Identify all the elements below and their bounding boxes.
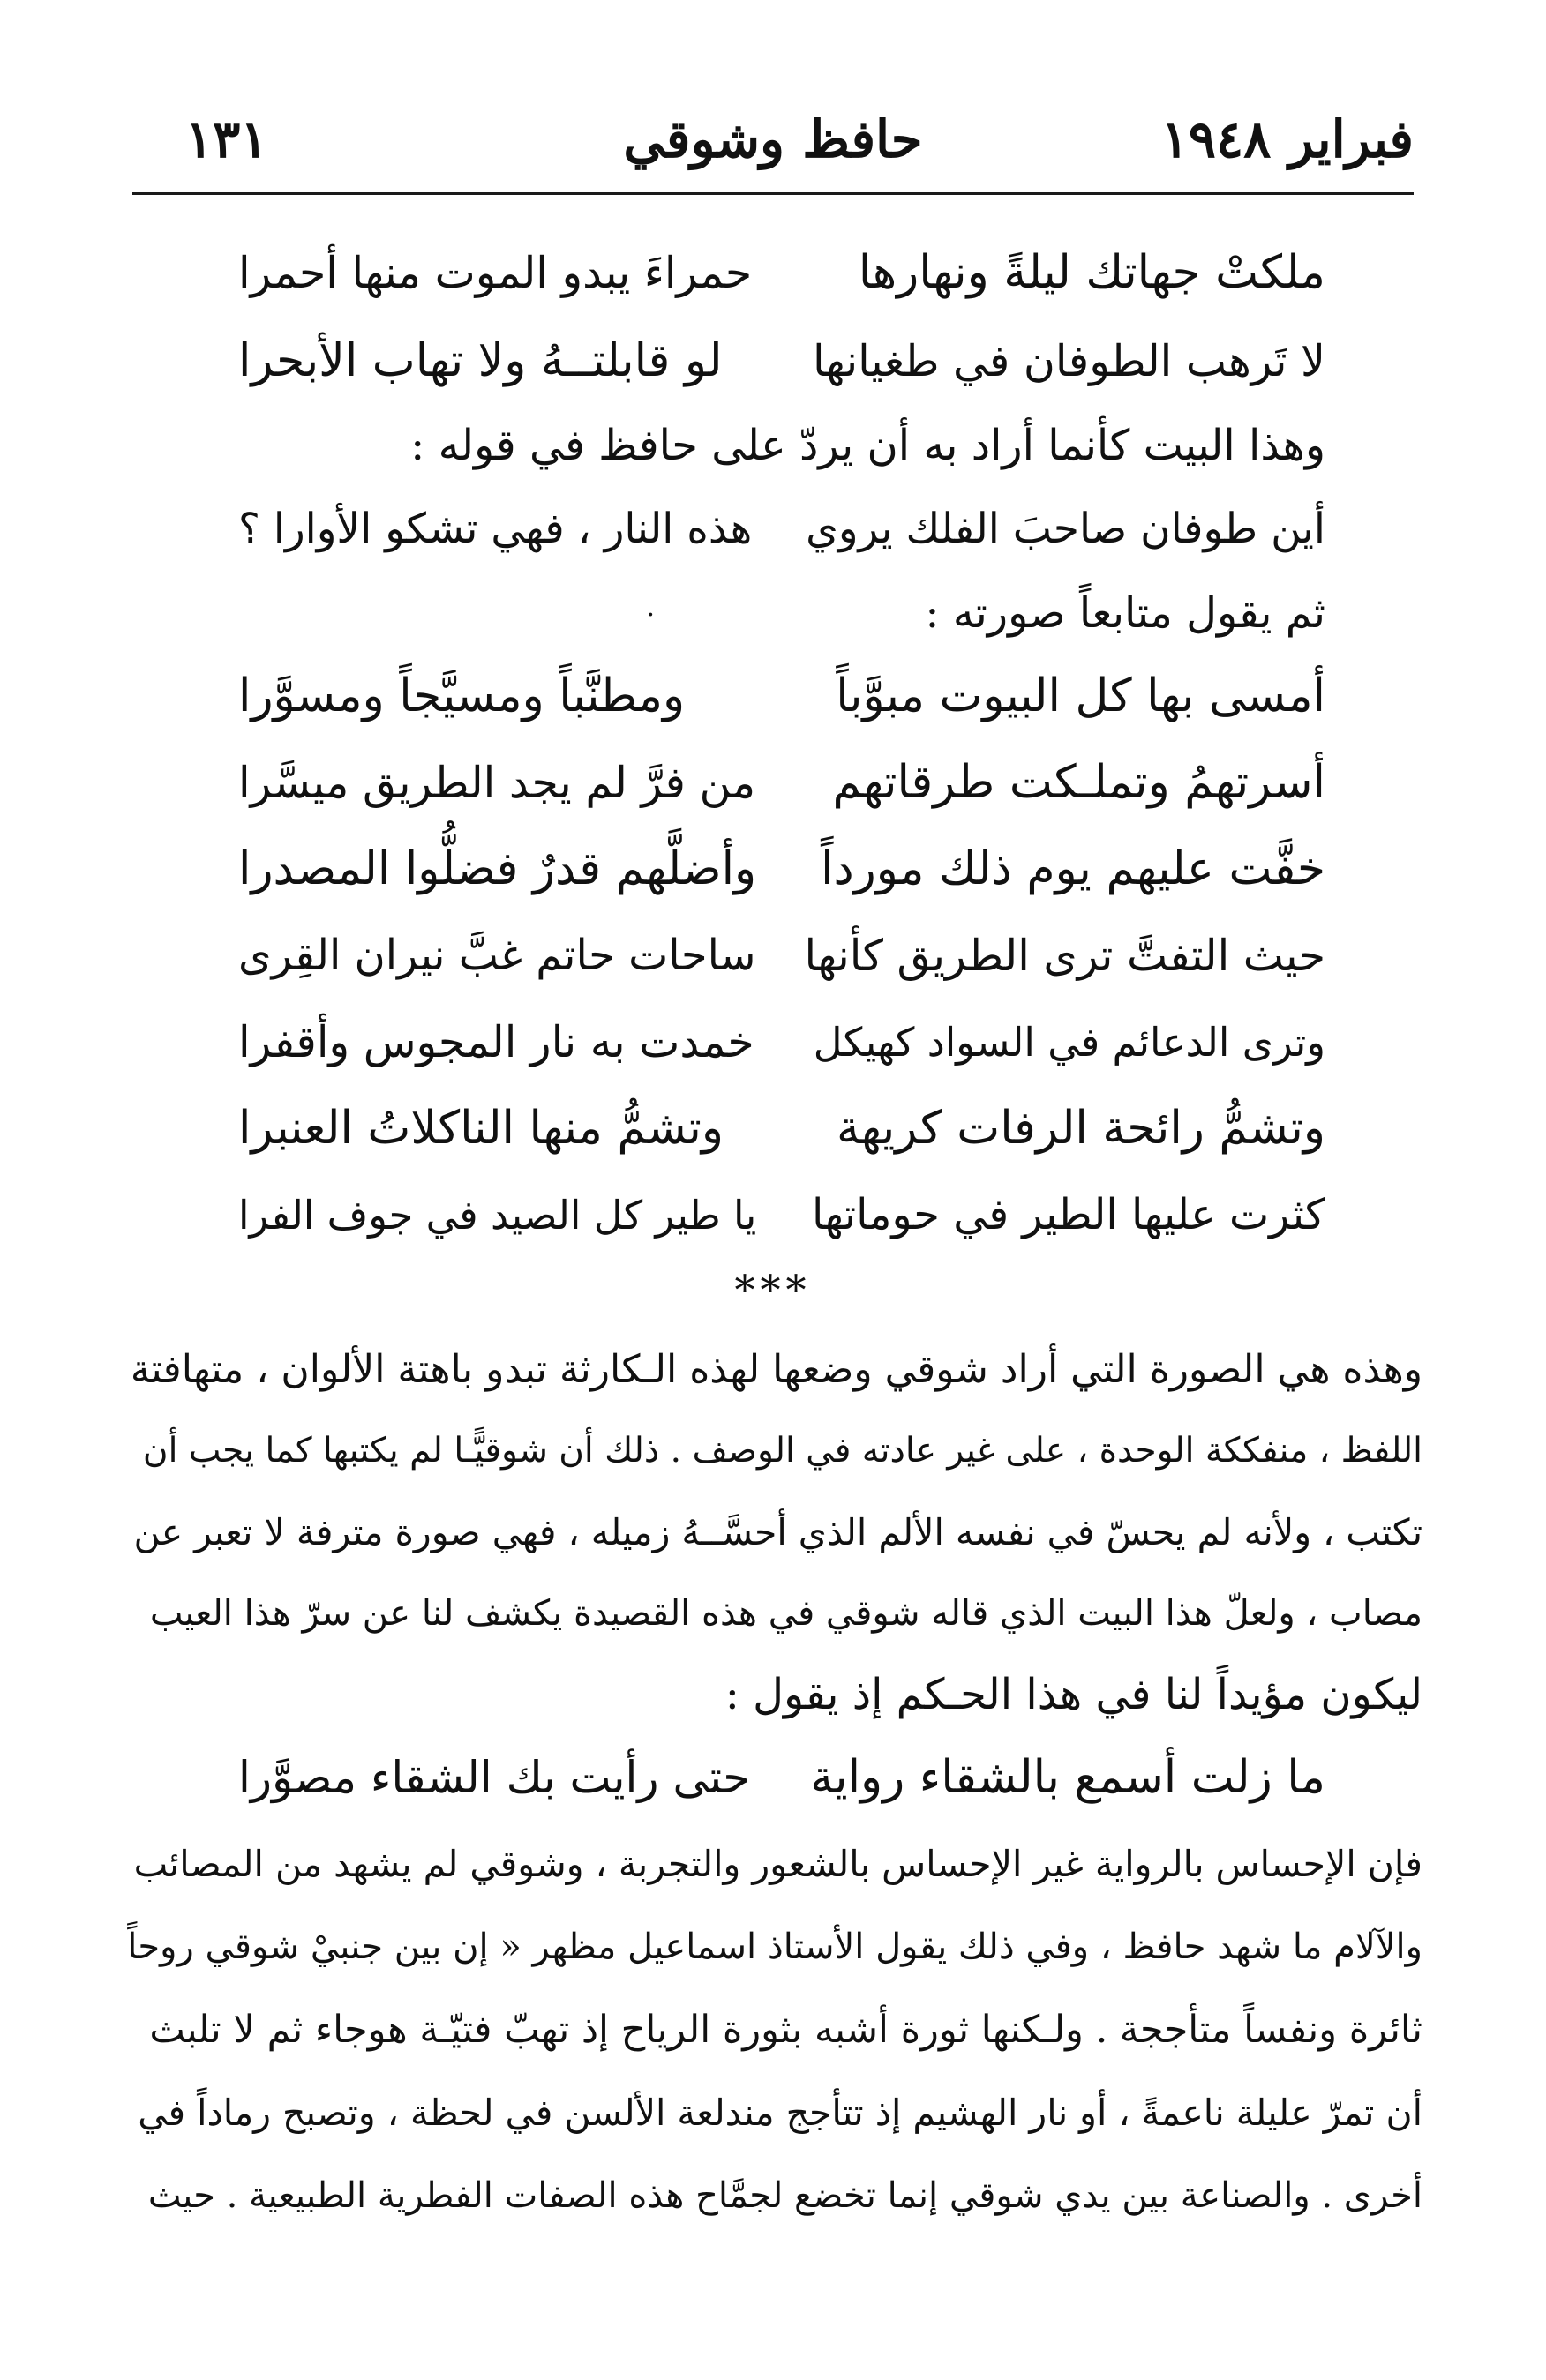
prose-line: وهذه هي الصورة التي أراد شوقي وضعها لهذه الـكارثة تبدو باهتة الألوان ، متهافتة: [130, 1347, 1422, 1392]
verse-first-hemistich: أمسى بها كل البيوت مبوَّباً: [836, 670, 1325, 722]
verse-second-hemistich: حمراءَ يبدو الموت منها أحمرا: [238, 248, 753, 298]
verse-second-hemistich: ومطنَّباً ومسيَّجاً ومسوَّرا: [238, 670, 686, 722]
verse-line-quote: [238, 1736, 1325, 1820]
verse-second-hemistich: خمدت به نار المجوس وأقفرا: [238, 1017, 754, 1067]
verse-first-hemistich: وتشمُّ رائحة الرفات كريهة: [836, 1102, 1325, 1155]
verse-second-hemistich: من فرَّ لم يجد الطريق ميسَّرا: [238, 758, 756, 808]
prose-line: فإن الإحساس بالرواية غير الإحساس بالشعور والتجربة ، وشوقي لم يشهد من المصائب: [133, 1843, 1422, 1885]
verse-line: [238, 231, 1325, 315]
verse-second-hemistich: وأضلَّهم قدرٌ فضلُّوا المصدرا: [238, 842, 757, 895]
verse-line-hafez: [238, 487, 1325, 571]
verse-line: [238, 1087, 1325, 1171]
prose-line: ثائرة ونفساً متأججة . ولـكنها ثورة أشبه بثورة الرياح إذ تهبّ فتيّـة هوجاء ثم لا تلبث: [149, 2008, 1422, 2052]
page-number: ١٣١: [185, 109, 268, 169]
verse-second-hemistich: يا طير كل الصيد في جوف الفرا: [238, 1192, 757, 1239]
section-separator: ***: [734, 1266, 812, 1313]
prose-line: وهذا البيت كأنما أراد به أن يردّ على حافظ في قوله :: [410, 421, 1325, 470]
verse-second-hemistich: هذه النار ، فهي تشكو الأوارا ؟: [238, 505, 753, 553]
prose-line: ليكون مؤيداً لنا في هذا الحـكم إذ يقول :: [724, 1670, 1422, 1719]
prose-line: تكتب ، ولأنه لم يحسّ في نفسه الألم الذي أحسَّــهُ زميله ، فهي صورة مترفة لا تعبر عن: [133, 1511, 1422, 1553]
verse-second-hemistich: ساحات حاتم غبَّ نيران القِرى: [238, 931, 756, 980]
verse-second-hemistich: وتشمُّ منها الناكلاتُ العنبرا: [238, 1102, 724, 1155]
prose-line: اللفظ ، منفككة الوحدة ، على غير عادته في الوصف . ذلك أن شوقيًّـا لم يكتبها كما يجب أن: [142, 1431, 1422, 1471]
verse-first-hemistich: ما زلت أسمع بالشقاء رواية: [810, 1751, 1325, 1804]
prose-line: ثم يقول متابعاً صورته :: [925, 588, 1325, 638]
verse-first-hemistich: حيث التفتَّ ترى الطريق كأنها: [804, 931, 1325, 981]
verse-first-hemistich: أين طوفان صاحبَ الفلك يروي: [806, 505, 1325, 553]
prose-line: مصاب ، ولعلّ هذا البيت الذي قاله شوقي في هذه القصيدة يكشف لنا عن سرّ هذا العيب: [149, 1593, 1422, 1634]
verse-first-hemistich: لا تَرهب الطوفان في طغيانها: [812, 336, 1325, 386]
verse-line: [238, 741, 1325, 825]
prose-line: والآلام ما شهد حافظ ، وفي ذلك يقول الأستاذ اسماعيل مظهر « إن بين جنبيْ شوقي روحاً: [127, 1927, 1422, 1967]
verse-line: [238, 1000, 1325, 1084]
verse-second-hemistich: حتى رأيت بك الشقاء مصوَّرا: [238, 1752, 751, 1803]
verse-first-hemistich: خفَّت عليهم يوم ذلك مورداً: [821, 842, 1325, 895]
prose-line: أن تمرّ عليلة ناعمةً ، أو نار الهشيم إذ تتأجج مندلعة الألسن في لحظة ، وتصبح رماداً في: [138, 2092, 1422, 2134]
verse-second-hemistich: لو قابلتــهُ ولا تهاب الأبحرا: [238, 334, 723, 387]
header-title: حافظ وشوقي: [623, 109, 923, 169]
verse-line: [238, 655, 1325, 738]
running-header: [132, 95, 1414, 183]
verse-line: [238, 319, 1325, 403]
verse-first-hemistich: وترى الدعائم في السواد كهيكل: [813, 1019, 1325, 1066]
verse-first-hemistich: كثرت عليها الطير في حوماتها: [812, 1190, 1325, 1239]
header-date: فبراير ١٩٤٨: [1160, 109, 1414, 169]
verse-line: [238, 1173, 1325, 1257]
stray-mark: ·: [646, 600, 655, 631]
verse-line: [238, 827, 1325, 911]
prose-line: أخرى . والصناعة بين يدي شوقي إنما تخضع لجمَّاح هذه الصفات الفطرية الطبيعية . حيث: [147, 2175, 1422, 2216]
header-rule: [132, 192, 1414, 195]
verse-first-hemistich: أسرتهمُ وتملـكت طرقاتهم: [832, 756, 1325, 809]
verse-first-hemistich: ملكتْ جهاتك ليلةً ونهارها: [858, 246, 1325, 299]
verse-line: [238, 914, 1325, 998]
